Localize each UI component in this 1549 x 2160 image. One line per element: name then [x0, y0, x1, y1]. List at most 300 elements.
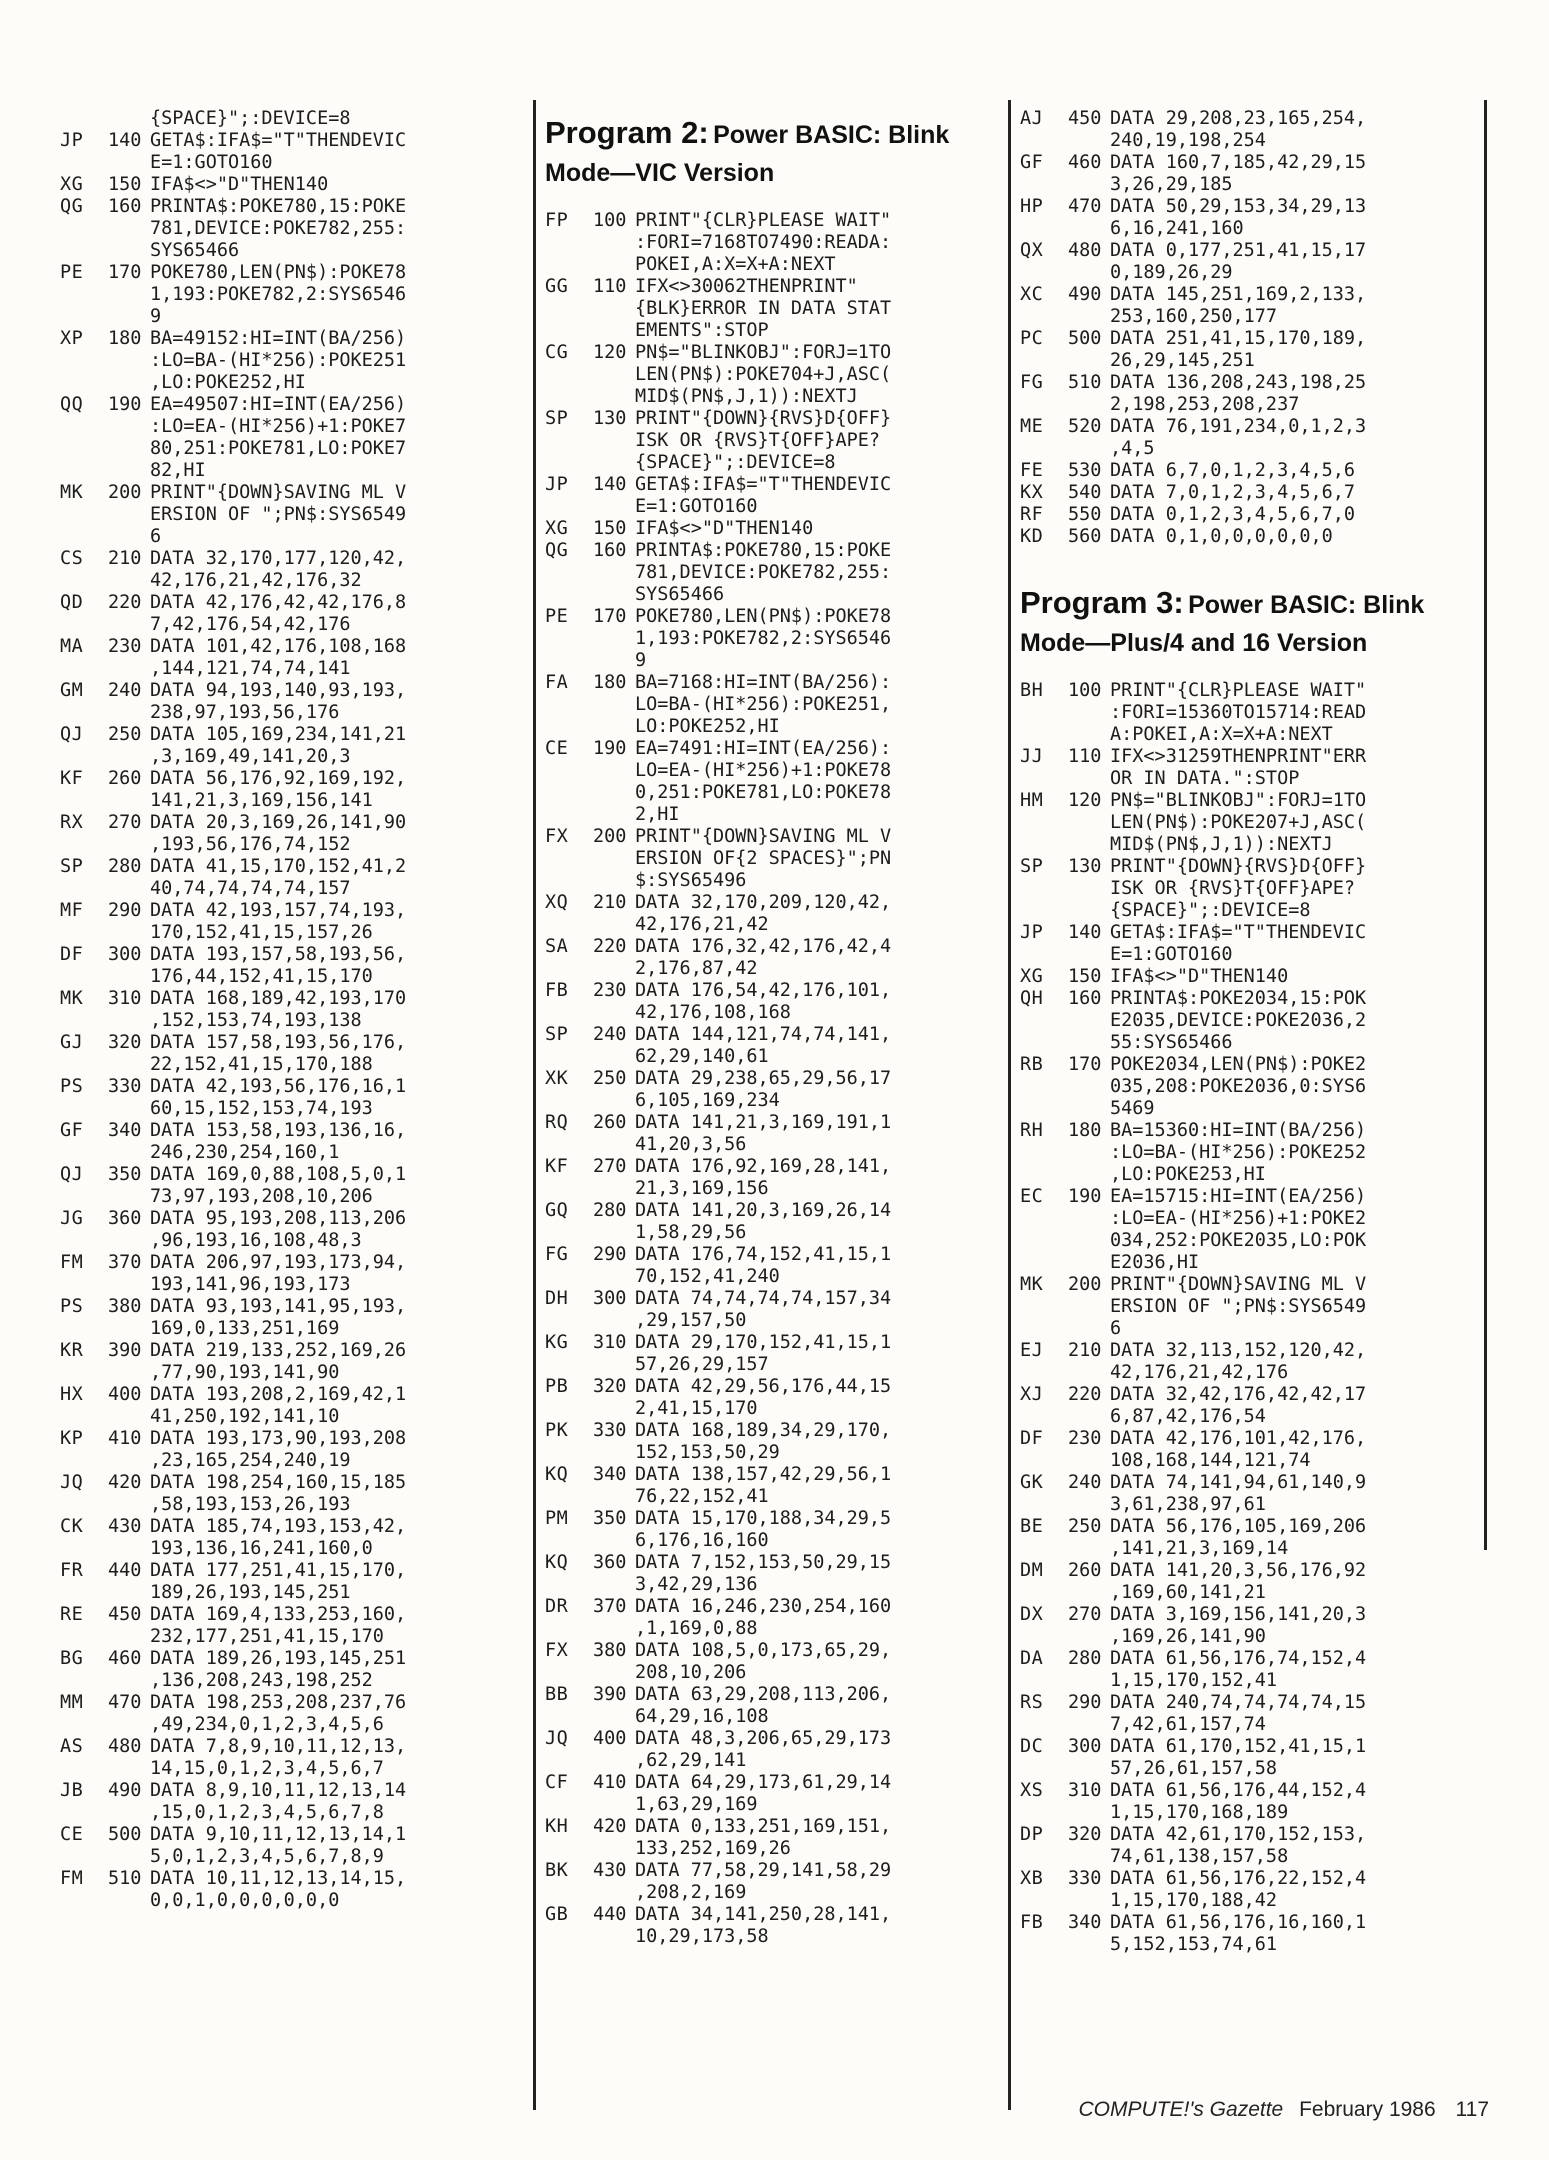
checksum-code	[545, 1398, 593, 1420]
checksum-code: KD	[1020, 526, 1044, 547]
code-text: ,141,21,3,169,14	[1110, 1538, 1289, 1559]
code-text: 2,198,253,208,237	[1110, 394, 1300, 415]
code-text: 64,29,16,108	[635, 1706, 769, 1727]
code-text: ,23,165,254,240,19	[150, 1450, 351, 1471]
code-line	[545, 980, 1005, 1002]
code-line	[60, 1582, 530, 1604]
checksum-code: GM	[60, 680, 84, 701]
line-number: 270	[108, 812, 142, 833]
code-text: PRINT"{DOWN}SAVING ML V	[635, 826, 892, 847]
line-number	[108, 240, 150, 262]
checksum-code: GJ	[60, 1032, 84, 1053]
code-text: DATA 0,177,251,41,15,17	[1110, 240, 1367, 261]
checksum-code: PS	[60, 1076, 84, 1097]
checksum-code	[1020, 702, 1068, 724]
checksum-code	[545, 254, 593, 276]
checksum-code	[60, 790, 108, 812]
line-number: 510	[108, 1868, 142, 1889]
checksum-code	[1020, 1890, 1068, 1912]
checksum-code	[1020, 1142, 1068, 1164]
checksum-code: JG	[60, 1208, 84, 1229]
line-number	[108, 658, 150, 680]
line-number	[1068, 1450, 1110, 1472]
line-number	[593, 496, 635, 518]
line-number: 220	[593, 936, 627, 957]
code-text: ,136,208,243,198,252	[150, 1670, 373, 1691]
code-line	[1020, 1428, 1480, 1450]
checksum-code	[1020, 1538, 1068, 1560]
code-text: DATA 193,173,90,193,208	[150, 1428, 407, 1449]
code-line	[545, 1640, 1005, 1662]
code-line	[1020, 856, 1480, 878]
checksum-code: RS	[1020, 1692, 1044, 1713]
code-text: GETA$:IFA$="T"THENDEVIC	[1110, 922, 1367, 943]
code-text: 176,44,152,41,15,170	[150, 966, 373, 987]
line-number	[108, 460, 150, 482]
code-line	[1020, 834, 1480, 856]
code-line	[545, 1772, 1005, 1794]
checksum-code	[545, 1618, 593, 1640]
code-text: ISK OR {RVS}T{OFF}APE?	[1110, 878, 1356, 899]
code-text: 1,193:POKE782,2:SYS6546	[635, 628, 892, 649]
line-number: 480	[1068, 240, 1102, 261]
code-line	[1020, 1054, 1480, 1076]
line-number: 160	[1068, 988, 1102, 1009]
line-number	[593, 716, 635, 738]
code-text: ,144,121,74,74,141	[150, 658, 351, 679]
line-number	[108, 1494, 150, 1516]
code-text: ERSION OF ";PN$:SYS6549	[150, 504, 407, 525]
checksum-code	[60, 746, 108, 768]
code-line	[545, 1816, 1005, 1838]
code-text: DATA 198,253,208,237,76	[150, 1692, 407, 1713]
line-number: 500	[108, 1824, 142, 1845]
code-text: 5,0,1,2,3,4,5,6,7,8,9	[150, 1846, 384, 1867]
line-number: 180	[1068, 1120, 1102, 1141]
checksum-code	[60, 1406, 108, 1428]
line-number: 440	[108, 1560, 142, 1581]
code-text: 1,15,170,152,41	[1110, 1670, 1278, 1691]
checksum-code: MK	[60, 988, 84, 1009]
line-number	[1068, 1296, 1110, 1318]
line-number	[593, 1090, 635, 1112]
code-text: ,LO:POKE252,HI	[150, 372, 306, 393]
line-number: 360	[593, 1552, 627, 1573]
line-number: 450	[108, 1604, 142, 1625]
checksum-code	[545, 848, 593, 870]
code-line	[60, 1450, 530, 1472]
code-line	[545, 870, 1005, 892]
code-text: 232,177,251,41,15,170	[150, 1626, 384, 1647]
line-number	[593, 1706, 635, 1728]
code-line	[60, 1494, 530, 1516]
code-line	[60, 1780, 530, 1802]
line-number	[108, 504, 150, 526]
code-text: ,1,169,0,88	[635, 1618, 758, 1639]
line-number	[108, 416, 150, 438]
checksum-code: FG	[1020, 372, 1044, 393]
code-text: DATA 144,121,74,74,141,	[635, 1024, 892, 1045]
code-text: DATA 48,3,206,65,29,173	[635, 1728, 892, 1749]
line-number: 370	[108, 1252, 142, 1273]
checksum-code	[60, 284, 108, 306]
code-text: DATA 168,189,42,193,170	[150, 988, 407, 1009]
line-number	[1068, 1208, 1110, 1230]
code-line	[1020, 394, 1480, 416]
code-text: 41,250,192,141,10	[150, 1406, 340, 1427]
code-text: GETA$:IFA$="T"THENDEVIC	[150, 130, 407, 151]
line-number: 200	[108, 482, 142, 503]
checksum-code: RQ	[545, 1112, 569, 1133]
checksum-code	[1020, 834, 1068, 856]
code-line	[1020, 1890, 1480, 1912]
checksum-code	[545, 782, 593, 804]
code-line	[60, 240, 530, 262]
code-text: 10,29,173,58	[635, 1926, 769, 1947]
code-text: IFX<>30062THENPRINT"	[635, 276, 858, 297]
code-line	[1020, 306, 1480, 328]
code-text: DATA 42,176,42,42,176,8	[150, 592, 407, 613]
code-text: DATA 3,169,156,141,20,3	[1110, 1604, 1367, 1625]
line-number	[1068, 1032, 1110, 1054]
line-number	[108, 1098, 150, 1120]
code-line	[1020, 1120, 1480, 1142]
code-line	[1020, 196, 1480, 218]
code-text: 22,152,41,15,170,188	[150, 1054, 373, 1075]
code-line	[545, 298, 1005, 320]
code-line	[60, 1736, 530, 1758]
checksum-code: QG	[545, 540, 569, 561]
code-line	[1020, 966, 1480, 988]
code-line	[60, 570, 530, 592]
line-number	[593, 1750, 635, 1772]
code-line	[545, 1618, 1005, 1640]
line-number: 510	[1068, 372, 1102, 393]
code-text: 3,26,29,185	[1110, 174, 1233, 195]
line-number	[593, 650, 635, 672]
code-text: 57,26,29,157	[635, 1354, 769, 1375]
code-line	[60, 658, 530, 680]
code-line	[545, 804, 1005, 826]
code-line	[60, 922, 530, 944]
line-number	[593, 298, 635, 320]
checksum-code	[60, 372, 108, 394]
line-number	[1068, 1582, 1110, 1604]
checksum-code	[545, 452, 593, 474]
code-text: 42,176,21,42	[635, 914, 769, 935]
checksum-code	[545, 232, 593, 254]
checksum-code	[60, 878, 108, 900]
line-number: 280	[593, 1200, 627, 1221]
code-text: 42,176,108,168	[635, 1002, 791, 1023]
line-number: 190	[1068, 1186, 1102, 1207]
line-number: 420	[108, 1472, 142, 1493]
code-line	[60, 1670, 530, 1692]
checksum-code	[60, 526, 108, 548]
checksum-code	[545, 496, 593, 518]
code-line	[545, 562, 1005, 584]
line-number	[108, 152, 150, 174]
line-number	[1068, 1494, 1110, 1516]
line-number: 280	[1068, 1648, 1102, 1669]
checksum-code	[60, 1714, 108, 1736]
line-number	[1068, 812, 1110, 834]
code-text: DATA 251,41,15,170,189,	[1110, 328, 1367, 349]
line-number	[593, 1134, 635, 1156]
code-text: DATA 42,193,157,74,193,	[150, 900, 407, 921]
program-3-listing	[1020, 680, 1480, 1956]
code-line	[1020, 1846, 1480, 1868]
checksum-code: QG	[60, 196, 84, 217]
line-number: 230	[593, 980, 627, 1001]
code-line	[545, 650, 1005, 672]
checksum-code	[60, 1274, 108, 1296]
line-number: 190	[593, 738, 627, 759]
code-line	[545, 1266, 1005, 1288]
code-line	[1020, 416, 1480, 438]
checksum-code	[545, 584, 593, 606]
code-text: 3,42,29,136	[635, 1574, 758, 1595]
checksum-code	[545, 386, 593, 408]
code-text: DATA 61,170,152,41,15,1	[1110, 1736, 1367, 1757]
line-number: 210	[1068, 1340, 1102, 1361]
checksum-code: FB	[1020, 1912, 1044, 1933]
line-number: 110	[1068, 746, 1102, 767]
line-number	[108, 1362, 150, 1384]
program-2-heading	[545, 116, 1005, 194]
code-line	[60, 1802, 530, 1824]
code-line	[545, 540, 1005, 562]
code-text: DATA 219,133,252,169,26	[150, 1340, 407, 1361]
line-number	[108, 1406, 150, 1428]
line-number	[1068, 1626, 1110, 1648]
checksum-code: BK	[545, 1860, 569, 1881]
code-text: DATA 168,189,34,29,170,	[635, 1420, 892, 1441]
line-number	[593, 562, 635, 584]
code-text: IFA$<>"D"THEN140	[635, 518, 814, 539]
code-text: LO=EA-(HI*256)+1:POKE78	[635, 760, 892, 781]
line-number: 210	[108, 548, 142, 569]
code-text: POKE780,LEN(PN$):POKE78	[635, 606, 892, 627]
checksum-code: BB	[545, 1684, 569, 1705]
code-text: 42,176,21,42,176	[1110, 1362, 1289, 1383]
checksum-code: CF	[545, 1772, 569, 1793]
code-text: PRINTA$:POKE780,15:POKE	[635, 540, 892, 561]
code-text: ,3,169,49,141,20,3	[150, 746, 351, 767]
code-text: 169,0,133,251,169	[150, 1318, 340, 1339]
checksum-code	[545, 1178, 593, 1200]
code-text: EMENTS":STOP	[635, 320, 769, 341]
code-line	[60, 262, 530, 284]
code-line	[60, 988, 530, 1010]
checksum-code: CE	[60, 1824, 84, 1845]
line-number	[593, 1926, 635, 1948]
line-number: 160	[593, 540, 627, 561]
line-number	[593, 848, 635, 870]
line-number	[593, 1222, 635, 1244]
code-line	[60, 1164, 530, 1186]
program-2-listing	[545, 210, 1005, 1948]
line-number	[593, 760, 635, 782]
line-number	[1068, 350, 1110, 372]
code-line	[1020, 1032, 1480, 1054]
code-line	[545, 848, 1005, 870]
checksum-code: CE	[545, 738, 569, 759]
line-number: 480	[108, 1736, 142, 1757]
checksum-code: KQ	[545, 1464, 569, 1485]
code-text: :LO=BA-(HI*256):POKE252	[1110, 1142, 1367, 1163]
code-text: :LO=EA-(HI*256)+1:POKE7	[150, 416, 407, 437]
code-line	[1020, 922, 1480, 944]
code-text: MID$(PN$,J,1)):NEXTJ	[635, 386, 858, 407]
code-text: 21,3,169,156	[635, 1178, 769, 1199]
checksum-code: GF	[60, 1120, 84, 1141]
line-number	[108, 526, 150, 548]
code-text: ,58,193,153,26,193	[150, 1494, 351, 1515]
code-line	[1020, 944, 1480, 966]
line-number	[593, 1486, 635, 1508]
line-number: 250	[108, 724, 142, 745]
line-number: 150	[108, 174, 142, 195]
line-number: 470	[1068, 196, 1102, 217]
line-number	[108, 878, 150, 900]
line-number: 110	[593, 276, 627, 297]
line-number	[1068, 1802, 1110, 1824]
checksum-code	[1020, 1494, 1068, 1516]
checksum-code	[60, 966, 108, 988]
code-line	[1020, 1362, 1480, 1384]
line-number: 310	[1068, 1780, 1102, 1801]
code-line	[1020, 482, 1480, 504]
line-number	[593, 1178, 635, 1200]
checksum-code	[60, 1538, 108, 1560]
code-text: ,62,29,141	[635, 1750, 747, 1771]
checksum-code: AS	[60, 1736, 84, 1757]
checksum-code	[60, 702, 108, 724]
code-text: 133,252,169,26	[635, 1838, 791, 1859]
code-text: DATA 157,58,193,56,176,	[150, 1032, 407, 1053]
line-number: 490	[108, 1780, 142, 1801]
checksum-code	[60, 1626, 108, 1648]
code-line	[1020, 328, 1480, 350]
code-line	[545, 1200, 1005, 1222]
checksum-code	[1020, 1846, 1068, 1868]
code-line	[545, 1838, 1005, 1860]
checksum-code	[1020, 438, 1068, 460]
code-text: DATA 61,56,176,44,152,4	[1110, 1780, 1367, 1801]
code-line	[60, 526, 530, 548]
code-line	[545, 1002, 1005, 1024]
code-text: ,193,56,176,74,152	[150, 834, 351, 855]
line-number	[593, 1662, 635, 1684]
issue-date: February 1986	[1299, 2098, 1436, 2121]
code-text: DATA 50,29,153,34,29,13	[1110, 196, 1367, 217]
code-text: E2036,HI	[1110, 1252, 1200, 1273]
code-text: DATA 8,9,10,11,12,13,14	[150, 1780, 407, 1801]
code-line	[60, 504, 530, 526]
code-line	[545, 342, 1005, 364]
code-line	[1020, 350, 1480, 372]
line-number	[593, 254, 635, 276]
code-text: EA=7491:HI=INT(EA/256):	[635, 738, 892, 759]
line-number: 260	[108, 768, 142, 789]
code-line	[1020, 262, 1480, 284]
code-text: 9	[150, 306, 162, 327]
code-text: 2,176,87,42	[635, 958, 758, 979]
checksum-code: JP	[545, 474, 569, 495]
checksum-code: KQ	[545, 1552, 569, 1573]
code-line	[545, 1882, 1005, 1904]
code-text: 5,152,153,74,61	[1110, 1934, 1278, 1955]
line-number	[108, 746, 150, 768]
checksum-code	[60, 416, 108, 438]
line-number: 310	[108, 988, 142, 1009]
line-number	[108, 1890, 150, 1912]
code-line	[1020, 680, 1480, 702]
line-number: 130	[1068, 856, 1102, 877]
checksum-code: KX	[1020, 482, 1044, 503]
checksum-code	[1020, 1670, 1068, 1692]
code-line	[60, 152, 530, 174]
line-number: 240	[593, 1024, 627, 1045]
checksum-code: GF	[1020, 152, 1044, 173]
line-number: 140	[1068, 922, 1102, 943]
code-text: DATA 108,5,0,173,65,29,	[635, 1640, 892, 1661]
program-2-listing-continued	[1020, 108, 1480, 548]
line-number	[593, 870, 635, 892]
code-text: EA=15715:HI=INT(EA/256)	[1110, 1186, 1367, 1207]
checksum-code: PB	[545, 1376, 569, 1397]
code-text: DATA 94,193,140,93,193,	[150, 680, 407, 701]
code-text: DATA 56,176,92,169,192,	[150, 768, 407, 789]
code-text: 193,136,16,241,160,0	[150, 1538, 373, 1559]
code-line	[60, 1230, 530, 1252]
code-line	[545, 1354, 1005, 1376]
line-number	[593, 1310, 635, 1332]
checksum-code	[545, 804, 593, 826]
code-text: {SPACE}";:DEVICE=8	[635, 452, 836, 473]
code-text: 1,15,170,188,42	[1110, 1890, 1278, 1911]
line-number	[108, 1758, 150, 1780]
code-line	[1020, 1780, 1480, 1802]
code-line	[60, 1032, 530, 1054]
code-line	[545, 496, 1005, 518]
code-text: 170,152,41,15,157,26	[150, 922, 373, 943]
code-line	[60, 482, 530, 504]
code-text: ,208,2,169	[635, 1882, 747, 1903]
code-text: DATA 153,58,193,136,16,	[150, 1120, 407, 1141]
line-number	[593, 694, 635, 716]
code-line	[1020, 1230, 1480, 1252]
checksum-code	[1020, 1714, 1068, 1736]
line-number	[593, 914, 635, 936]
code-line	[60, 790, 530, 812]
code-line	[545, 1024, 1005, 1046]
code-line	[545, 452, 1005, 474]
line-number	[593, 1530, 635, 1552]
code-line	[545, 760, 1005, 782]
line-number: 490	[1068, 284, 1102, 305]
checksum-code: FB	[545, 980, 569, 1001]
checksum-code: GB	[545, 1904, 569, 1925]
code-line	[1020, 988, 1480, 1010]
code-line	[60, 196, 530, 218]
line-number	[1068, 878, 1110, 900]
code-text: POKE2034,LEN(PN$):POKE2	[1110, 1054, 1367, 1075]
code-text: DATA 193,208,2,169,42,1	[150, 1384, 407, 1405]
checksum-code: MM	[60, 1692, 84, 1713]
code-line	[1020, 1384, 1480, 1406]
